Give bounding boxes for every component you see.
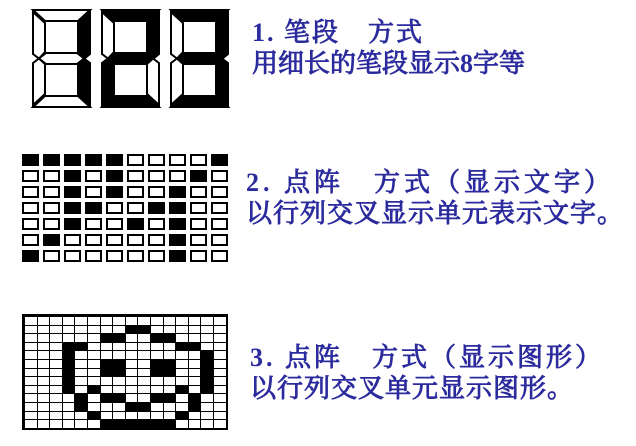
matrix-cell-on [163,333,176,342]
matrix-cell-off [74,419,87,428]
matrix-cell-off [24,333,37,342]
matrix-cell-off [22,186,39,198]
matrix-cell-off [24,393,37,402]
matrix-cell-on [148,202,165,214]
segment-g-on [177,53,222,64]
matrix-cell-off [62,411,75,420]
matrix-cell-off [24,342,37,351]
matrix-cell-off [175,359,188,368]
section-2-description: 以行列交叉显示单元表示文字。 [246,199,625,228]
matrix-cell-off [106,234,123,246]
matrix-cell-off [175,333,188,342]
matrix-cell-off [87,368,100,377]
matrix-cell-on [163,368,176,377]
matrix-cell-on [169,250,186,262]
matrix-cell-off [100,342,113,351]
section-1-heading: 1. 笔段 方式 [252,18,425,47]
matrix-cell-off [43,250,60,262]
section-3-description: 以行列交叉单元显示图形。 [250,374,575,403]
matrix-cell-off [100,316,113,325]
matrix-cell-off [213,359,226,368]
matrix-cell-off [74,325,87,334]
matrix-cell-on [125,325,138,334]
matrix-cell-off [87,402,100,411]
matrix-cell-off [43,186,60,198]
matrix-cell-off [49,419,62,428]
matrix-cell-on [74,393,87,402]
matrix-cell-off [200,402,213,411]
matrix-cell-off [211,202,228,214]
matrix-cell-off [112,316,125,325]
matrix-cell-off [213,393,226,402]
matrix-cell-off [150,342,163,351]
matrix-cell-off [213,316,226,325]
matrix-cell-off [125,350,138,359]
matrix-cell-off [148,250,165,262]
matrix-cell-off [200,316,213,325]
matrix-cell-off [163,385,176,394]
matrix-cell-on [106,186,123,198]
matrix-cell-off [137,350,150,359]
matrix-cell-on [175,342,188,351]
matrix-cell-on [169,218,186,230]
matrix-cell-off [37,359,50,368]
matrix-cell-off [200,419,213,428]
matrix-cell-off [188,333,201,342]
matrix-cell-on [137,325,150,334]
matrix-cell-off [175,316,188,325]
matrix-cell-off [100,411,113,420]
matrix-cell-off [125,393,138,402]
matrix-cell-off [74,350,87,359]
seven-segment-digit-3 [168,7,231,110]
matrix-cell-off [112,402,125,411]
matrix-cell-on [43,234,60,246]
matrix-cell-on [200,350,213,359]
matrix-cell-off [137,342,150,351]
matrix-cell-off [62,325,75,334]
matrix-cell-off [200,325,213,334]
matrix-cell-off [188,376,201,385]
matrix-cell-off [125,333,138,342]
matrix-cell-on [150,368,163,377]
matrix-cell-off [74,359,87,368]
matrix-cell-off [74,411,87,420]
segment-g-off [39,53,84,64]
matrix-cell-off [213,411,226,420]
matrix-cell-off [127,170,144,182]
matrix-cell-off [163,342,176,351]
matrix-cell-off [137,368,150,377]
matrix-cell-on [150,359,163,368]
matrix-cell-off [190,218,207,230]
matrix-cell-off [127,202,144,214]
matrix-cell-on [64,218,81,230]
matrix-cell-off [37,419,50,428]
matrix-cell-off [112,342,125,351]
matrix-cell-on [200,376,213,385]
matrix-cell-off [190,250,207,262]
dot-matrix-graphic-display [22,314,228,430]
matrix-cell-off [148,234,165,246]
matrix-cell-off [22,218,39,230]
matrix-cell-off [87,376,100,385]
matrix-cell-off [188,411,201,420]
matrix-cell-off [37,368,50,377]
matrix-cell-off [127,186,144,198]
matrix-cell-on [137,402,150,411]
section-2-heading: 2. 点阵 方式（显示文字） [246,168,615,197]
matrix-cell-off [87,393,100,402]
matrix-cell-off [37,411,50,420]
matrix-cell-on [125,419,138,428]
matrix-cell-off [74,368,87,377]
matrix-cell-off [85,250,102,262]
matrix-cell-on [22,154,39,166]
matrix-cell-off [49,368,62,377]
matrix-cell-off [125,376,138,385]
matrix-cell-off [100,350,113,359]
matrix-cell-off [190,186,207,198]
matrix-cell-off [49,393,62,402]
matrix-cell-on [106,170,123,182]
matrix-cell-off [213,350,226,359]
seven-segment-display [30,7,231,110]
matrix-cell-off [62,402,75,411]
matrix-cell-off [127,154,144,166]
matrix-cell-off [188,325,201,334]
matrix-cell-off [49,402,62,411]
matrix-cell-on [188,393,201,402]
matrix-cell-on [190,170,207,182]
matrix-cell-off [188,385,201,394]
matrix-cell-on [175,385,188,394]
matrix-cell-off [163,376,176,385]
matrix-cell-off [200,393,213,402]
matrix-cell-on [125,402,138,411]
matrix-cell-on [106,154,123,166]
matrix-cell-on [150,419,163,428]
matrix-cell-off [150,325,163,334]
matrix-cell-on [112,419,125,428]
matrix-cell-off [163,316,176,325]
matrix-cell-off [200,411,213,420]
matrix-cell-on [175,411,188,420]
matrix-cell-off [112,325,125,334]
matrix-cell-on [150,333,163,342]
matrix-cell-on [169,202,186,214]
matrix-cell-on [62,350,75,359]
matrix-cell-off [163,325,176,334]
matrix-cell-off [175,402,188,411]
matrix-cell-off [137,316,150,325]
matrix-cell-off [213,325,226,334]
matrix-cell-on [211,154,228,166]
matrix-cell-off [43,218,60,230]
matrix-cell-on [150,393,163,402]
matrix-cell-off [37,385,50,394]
matrix-cell-off [200,342,213,351]
matrix-cell-off [43,202,60,214]
matrix-cell-on [112,368,125,377]
matrix-cell-off [211,186,228,198]
matrix-cell-off [85,186,102,198]
matrix-cell-off [175,376,188,385]
matrix-cell-on [112,333,125,342]
matrix-cell-off [150,350,163,359]
matrix-cell-off [87,350,100,359]
matrix-cell-off [211,234,228,246]
matrix-cell-on [163,419,176,428]
matrix-cell-on [64,170,81,182]
matrix-cell-off [169,154,186,166]
matrix-cell-off [37,342,50,351]
matrix-cell-off [74,333,87,342]
section-3-text [250,342,604,404]
matrix-cell-off [125,316,138,325]
matrix-cell-on [112,359,125,368]
matrix-cell-off [37,316,50,325]
matrix-cell-on [200,359,213,368]
matrix-cell-off [64,234,81,246]
matrix-cell-off [85,170,102,182]
matrix-cell-off [213,402,226,411]
matrix-cell-off [87,359,100,368]
matrix-cell-off [190,234,207,246]
matrix-cell-off [169,170,186,182]
matrix-cell-off [163,411,176,420]
matrix-cell-off [24,316,37,325]
matrix-cell-on [163,359,176,368]
section-2-text [246,167,624,229]
matrix-cell-off [24,402,37,411]
matrix-cell-off [106,250,123,262]
matrix-cell-off [150,376,163,385]
matrix-cell-off [49,359,62,368]
matrix-cell-off [87,325,100,334]
matrix-cell-off [24,385,37,394]
matrix-cell-off [49,325,62,334]
matrix-cell-off [188,350,201,359]
matrix-cell-off [74,316,87,325]
matrix-cell-off [43,170,60,182]
matrix-cell-on [169,186,186,198]
matrix-cell-off [125,359,138,368]
matrix-cell-off [175,393,188,402]
matrix-cell-off [49,376,62,385]
matrix-cell-off [127,234,144,246]
matrix-cell-off [148,170,165,182]
matrix-cell-off [37,376,50,385]
matrix-cell-on [100,333,113,342]
matrix-cell-on [87,385,100,394]
matrix-cell-on [62,385,75,394]
matrix-cell-on [188,342,201,351]
matrix-cell-off [125,342,138,351]
matrix-cell-off [24,411,37,420]
matrix-cell-off [175,368,188,377]
matrix-cell-on [137,419,150,428]
matrix-cell-off [137,359,150,368]
matrix-cell-off [137,385,150,394]
matrix-cell-off [213,376,226,385]
matrix-cell-off [87,419,100,428]
matrix-cell-off [190,202,207,214]
matrix-cell-on [43,154,60,166]
matrix-cell-off [106,202,123,214]
matrix-cell-off [112,411,125,420]
matrix-cell-off [85,234,102,246]
matrix-cell-off [24,325,37,334]
matrix-cell-off [150,402,163,411]
segment-g-on [108,53,153,64]
matrix-cell-off [100,385,113,394]
matrix-cell-on [62,359,75,368]
matrix-cell-off [163,350,176,359]
matrix-cell-on [200,385,213,394]
matrix-cell-off [24,376,37,385]
section-1-description: 用细长的笔段显示8字等 [252,49,526,78]
matrix-cell-off [100,376,113,385]
matrix-cell-off [49,385,62,394]
matrix-cell-on [100,419,113,428]
matrix-cell-off [62,333,75,342]
matrix-cell-off [49,411,62,420]
matrix-cell-off [112,350,125,359]
matrix-cell-on [188,402,201,411]
section-3-heading: 3. 点阵 方式（显示图形） [250,343,605,372]
matrix-cell-off [85,218,102,230]
matrix-cell-on [127,218,144,230]
matrix-cell-off [112,385,125,394]
matrix-cell-off [112,376,125,385]
matrix-cell-on [62,376,75,385]
matrix-cell-off [49,350,62,359]
matrix-cell-off [148,218,165,230]
matrix-cell-off [87,316,100,325]
matrix-cell-off [100,402,113,411]
matrix-cell-off [163,402,176,411]
matrix-cell-off [211,250,228,262]
seven-segment-digit-1 [30,7,93,110]
matrix-cell-off [62,419,75,428]
matrix-cell-off [22,170,39,182]
matrix-cell-off [150,411,163,420]
matrix-cell-off [74,385,87,394]
matrix-cell-on [112,393,125,402]
matrix-cell-on [64,186,81,198]
matrix-cell-off [22,234,39,246]
matrix-cell-on [64,154,81,166]
matrix-cell-off [62,316,75,325]
matrix-cell-off [200,333,213,342]
matrix-cell-off [150,316,163,325]
matrix-cell-on [100,368,113,377]
matrix-cell-off [62,393,75,402]
matrix-cell-off [64,250,81,262]
matrix-cell-off [125,411,138,420]
matrix-cell-on [85,154,102,166]
matrix-cell-off [125,368,138,377]
matrix-cell-off [37,402,50,411]
matrix-cell-off [37,393,50,402]
matrix-cell-on [169,234,186,246]
section-1-text [252,17,525,79]
matrix-cell-off [22,202,39,214]
matrix-cell-off [211,218,228,230]
matrix-cell-off [24,359,37,368]
matrix-cell-on [163,393,176,402]
matrix-cell-off [175,419,188,428]
matrix-cell-off [148,154,165,166]
matrix-cell-off [24,350,37,359]
matrix-cell-off [213,385,226,394]
matrix-cell-off [87,333,100,342]
matrix-cell-off [188,316,201,325]
matrix-cell-on [100,359,113,368]
matrix-cell-on [64,202,81,214]
matrix-cell-off [137,376,150,385]
matrix-cell-off [49,333,62,342]
matrix-cell-off [213,342,226,351]
matrix-cell-on [100,393,113,402]
matrix-cell-off [100,325,113,334]
matrix-cell-on [74,402,87,411]
matrix-cell-off [49,316,62,325]
matrix-cell-on [200,368,213,377]
matrix-cell-off [137,333,150,342]
matrix-cell-off [24,419,37,428]
seven-segment-digit-2 [99,7,162,110]
dot-matrix-text-display [22,154,228,262]
matrix-cell-off [188,359,201,368]
matrix-cell-on [22,250,39,262]
matrix-cell-off [150,385,163,394]
matrix-cell-off [137,393,150,402]
matrix-cell-off [106,218,123,230]
matrix-cell-off [188,419,201,428]
matrix-cell-off [37,325,50,334]
matrix-cell-on [87,411,100,420]
matrix-cell-off [175,325,188,334]
matrix-cell-on [62,368,75,377]
matrix-cell-off [37,350,50,359]
matrix-cell-off [137,411,150,420]
matrix-cell-off [213,419,226,428]
matrix-cell-off [213,333,226,342]
matrix-cell-off [190,154,207,166]
matrix-cell-off [211,170,228,182]
matrix-cell-off [148,186,165,198]
matrix-cell-on [74,342,87,351]
matrix-cell-off [127,250,144,262]
matrix-cell-off [175,350,188,359]
matrix-cell-off [125,385,138,394]
matrix-cell-on [62,342,75,351]
matrix-cell-on [85,202,102,214]
matrix-cell-off [49,342,62,351]
matrix-cell-off [188,368,201,377]
matrix-cell-off [24,368,37,377]
matrix-cell-off [74,376,87,385]
matrix-cell-off [37,333,50,342]
matrix-cell-off [87,342,100,351]
matrix-cell-off [213,368,226,377]
